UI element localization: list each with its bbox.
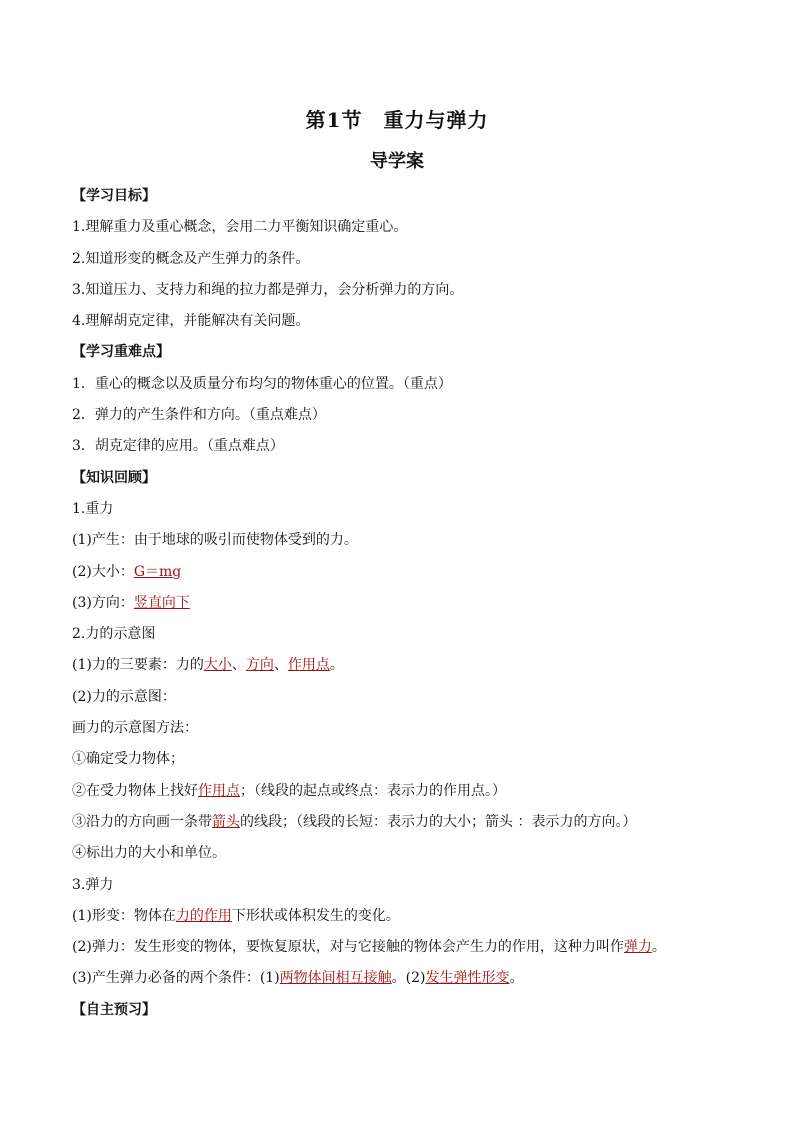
section-heading xyxy=(72,185,732,216)
text-segment: (2)力的示意图： xyxy=(72,688,176,705)
page-subtitle: 导学案 xyxy=(370,151,424,172)
document-body xyxy=(72,185,732,1030)
answer-underlined: G＝mg xyxy=(133,563,182,580)
section-heading xyxy=(72,467,732,498)
text-line xyxy=(72,435,732,466)
section-heading xyxy=(72,341,732,372)
text-segment: ③沿力的方向画一条带 xyxy=(72,813,212,830)
page-title: 第1节 重力与弹力 xyxy=(305,108,489,132)
text-segment: 3.知道压力、支持力和绳的拉力都是弹力，会分析弹力的方向。 xyxy=(72,281,464,298)
text-line xyxy=(72,654,732,685)
text-line xyxy=(72,404,732,435)
answer-underlined: 力的作用 xyxy=(175,907,232,924)
text-segment: 4.理解胡克定律，并能解决有关问题。 xyxy=(72,313,310,330)
answer-underlined: 方向 xyxy=(245,657,274,674)
text-line xyxy=(72,529,732,560)
text-segment: 画力的示意图方法： xyxy=(72,720,198,737)
text-segment: 、 xyxy=(231,657,246,674)
answer-underlined: 竖直向下 xyxy=(133,594,190,611)
text-segment: 2．弹力的产生条件和方向。（重点难点） xyxy=(72,407,326,424)
text-segment: (2)弹力：发生形变的物体，要恢复原状，对与它接触的物体会产生力的作用，这种力叫作 xyxy=(72,939,624,956)
text-segment: ④标出力的大小和单位。 xyxy=(72,845,226,862)
text-segment: 1．重心的概念以及质量分布均匀的物体重心的位置。（重点） xyxy=(72,375,452,392)
answer-underlined: 两物体间相互接触 xyxy=(279,970,392,987)
text-segment: 。 xyxy=(329,657,344,674)
text-line xyxy=(72,686,732,717)
text-segment: 2.力的示意图 xyxy=(72,626,156,643)
text-line xyxy=(72,905,732,936)
text-segment: 1.理解重力及重心概念，会用二力平衡知识确定重心。 xyxy=(72,219,408,236)
answer-underlined: 发生弹性形变 xyxy=(425,970,510,987)
text-line xyxy=(72,373,732,404)
text-line xyxy=(72,936,732,967)
text-segment: ；（线段的起点或终点：表示力的作用点。） xyxy=(240,782,506,799)
text-segment: 1.重力 xyxy=(72,500,114,517)
text-line xyxy=(72,310,732,341)
text-line xyxy=(72,216,732,247)
text-segment: 下形状或体积发生的变化。 xyxy=(231,907,400,924)
text-line xyxy=(72,498,732,529)
text-segment: (3)产生弹力必备的两个条件：(1) xyxy=(72,970,280,987)
text-segment: ②在受力物体上找好 xyxy=(72,782,198,799)
text-segment: (1)产生：由于地球的吸引而使物体受到的力。 xyxy=(72,532,358,549)
text-segment: (1)力的三要素：力的 xyxy=(72,657,204,674)
text-line xyxy=(72,561,732,592)
text-segment: 2.知道形变的概念及产生弹力的条件。 xyxy=(72,250,310,267)
text-line xyxy=(72,623,732,654)
text-line xyxy=(72,717,732,748)
text-segment: ①确定受力物体； xyxy=(72,751,184,768)
text-line xyxy=(72,874,732,905)
text-segment: (3)方向： xyxy=(72,594,134,611)
text-segment: (1)形变：物体在 xyxy=(72,907,176,924)
answer-underlined: 箭头 xyxy=(212,813,240,830)
text-segment: 。 xyxy=(509,970,524,987)
answer-underlined: 弹力 xyxy=(623,939,652,956)
text-segment: 3.弹力 xyxy=(72,876,114,893)
text-segment: 【知识回顾】 xyxy=(72,469,156,486)
text-line xyxy=(72,811,732,842)
text-segment: 。(2) xyxy=(391,970,426,987)
text-line xyxy=(72,248,732,279)
section-heading xyxy=(72,999,732,1030)
text-segment: 、 xyxy=(273,657,288,674)
answer-underlined: 大小 xyxy=(203,657,232,674)
text-line xyxy=(72,279,732,310)
text-line xyxy=(72,842,732,873)
text-segment: (2)大小： xyxy=(72,563,134,580)
text-line xyxy=(72,780,732,811)
text-segment: 【学习目标】 xyxy=(72,188,156,204)
text-line xyxy=(72,967,732,998)
answer-underlined: 作用点 xyxy=(287,657,330,674)
answer-underlined: 作用点 xyxy=(198,782,240,799)
text-line xyxy=(72,592,732,623)
text-segment: 。 xyxy=(651,939,666,956)
text-segment: 3．胡克定律的应用。（重点难点） xyxy=(72,438,284,455)
text-segment: 【学习重难点】 xyxy=(72,344,170,361)
text-segment: 【自主预习】 xyxy=(72,1001,156,1018)
text-segment: 的线段；（线段的长短：表示力的大小；箭头 ：表示力的方向。） xyxy=(240,813,637,830)
text-line xyxy=(72,748,732,779)
